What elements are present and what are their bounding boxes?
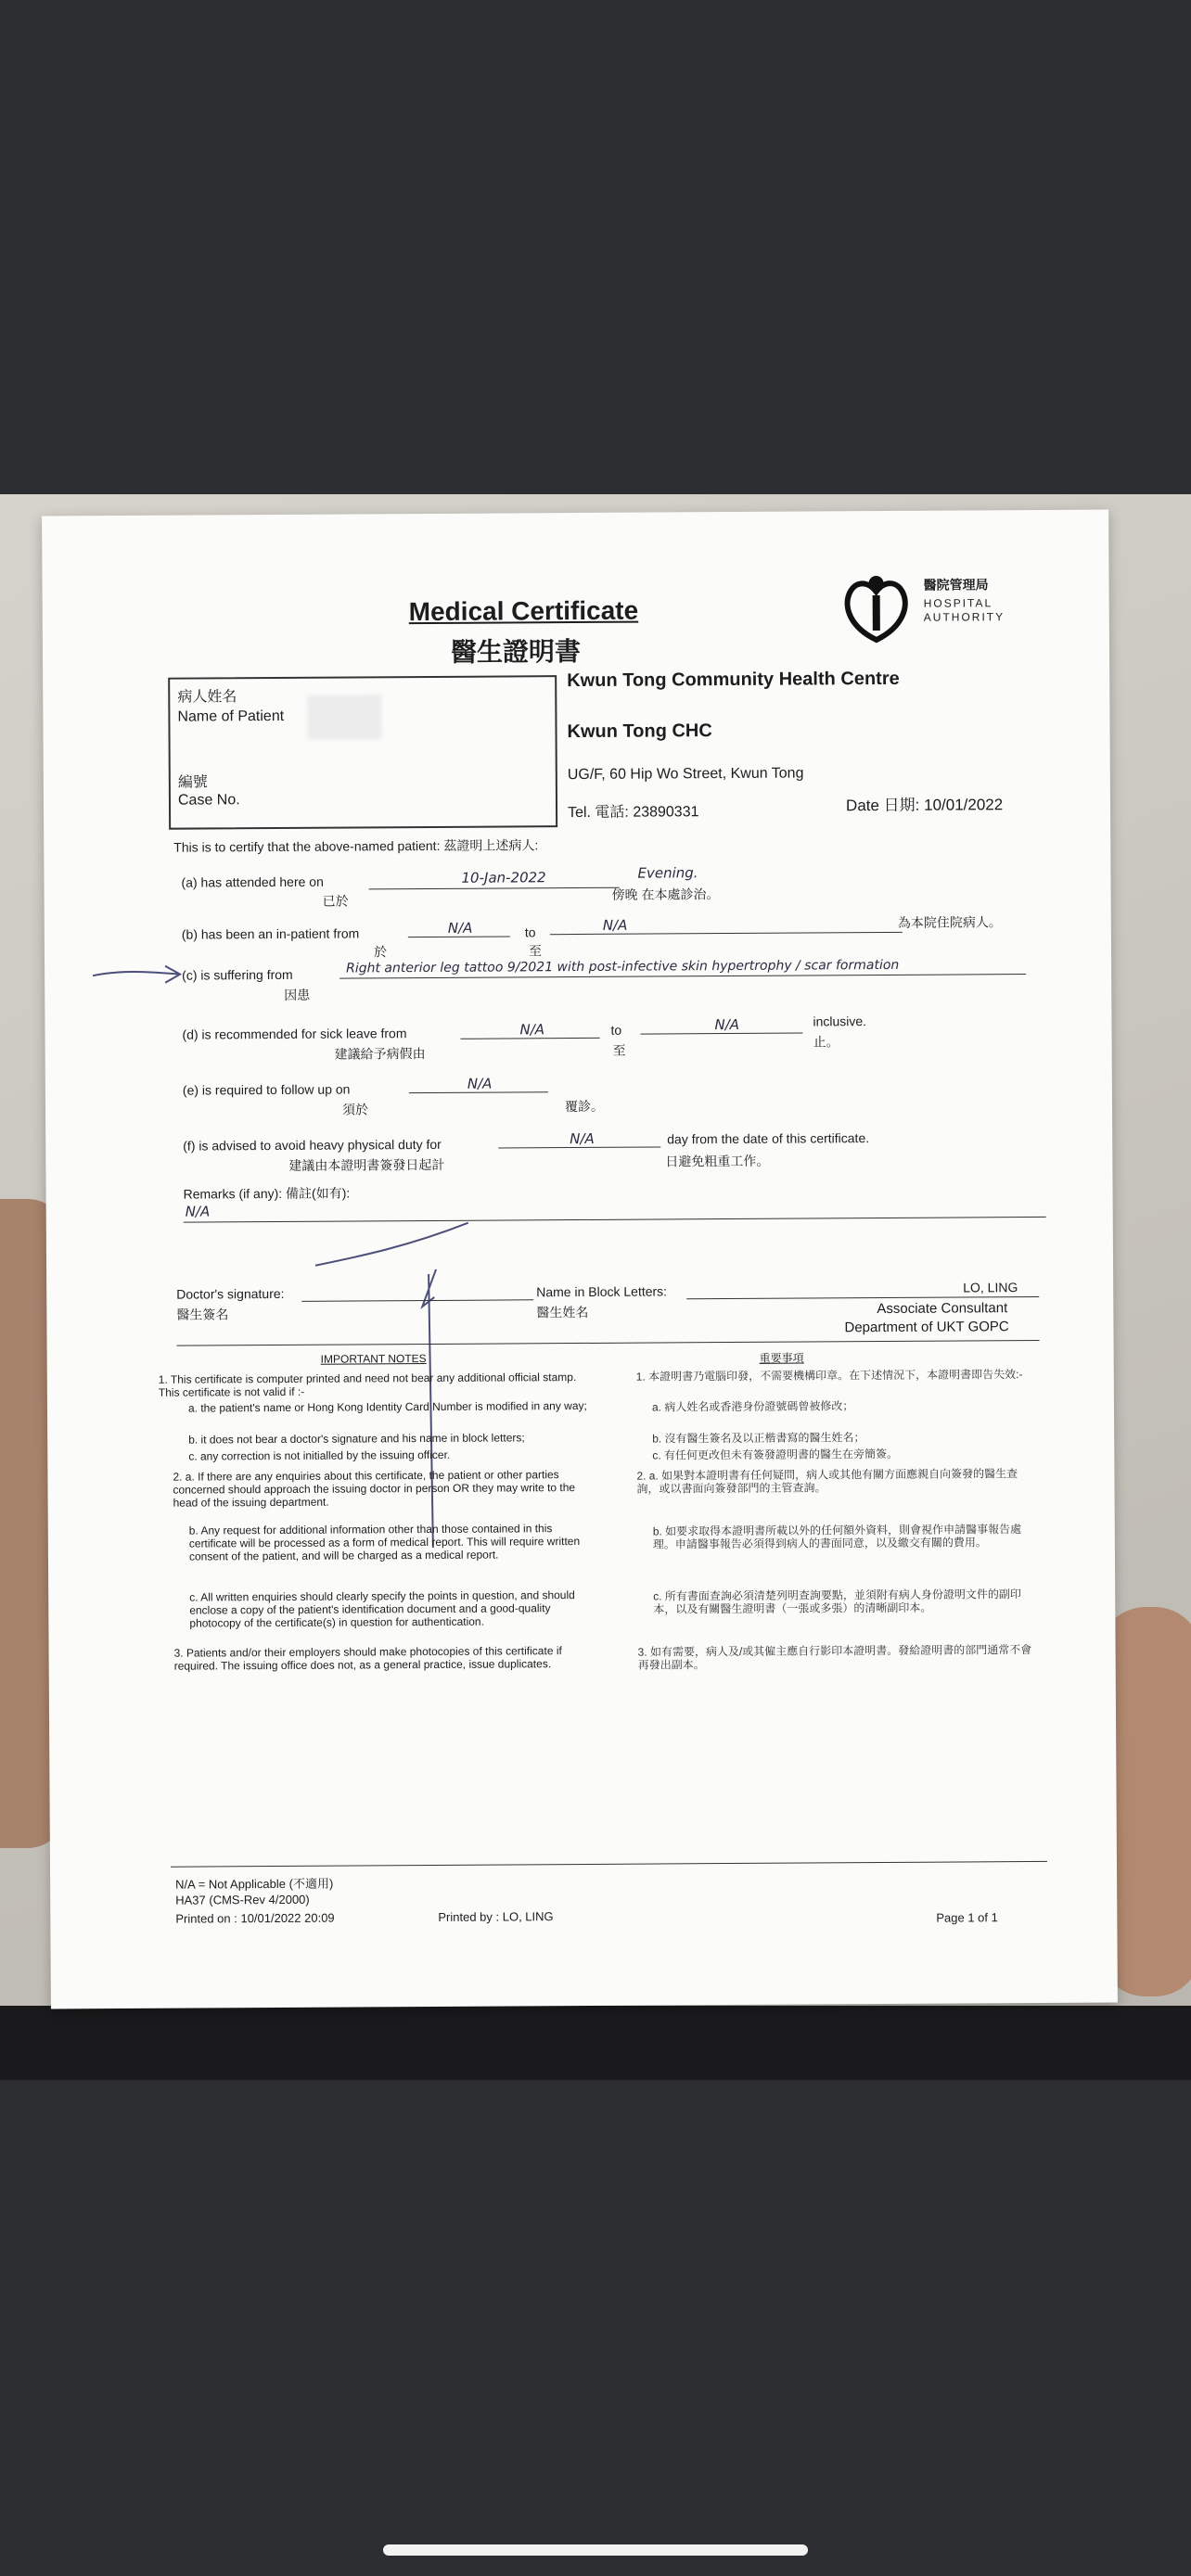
footer-printed-on: Printed on : 10/01/2022 20:09 bbox=[175, 1910, 335, 1926]
important-notes-title-zh: 重要事項 bbox=[759, 1351, 804, 1365]
note-1c: c. any correction is not initialled by the issuing officer. bbox=[188, 1447, 451, 1463]
item-a-time: Evening. bbox=[637, 864, 698, 882]
signature-label-zh: 醫生簽名 bbox=[176, 1307, 229, 1322]
certify-statement: This is to certify that the above-named patient: 茲證明上述病人: bbox=[173, 837, 539, 855]
note-2a: 2. a. If there are any enquiries about this certificate, the patient or other parties concerned should approach the issuing doctor in person OR they may write to the head of the issuing department. bbox=[173, 1468, 576, 1510]
certificate-title-zh: 醫生證明書 bbox=[450, 636, 582, 667]
note-3: 3. Patients and/or their employers should make photocopies of this certificate if required. The issuing office does not, as a general practice, issue duplicates. bbox=[173, 1644, 562, 1673]
redacted-patient-name bbox=[307, 695, 381, 739]
photo-bottom-shadow bbox=[0, 2006, 1191, 2080]
block-letters-label: Name in Block Letters: bbox=[536, 1283, 668, 1300]
note-1: 1. This certificate is computer printed and need not bear any additional official stamp. This certificate is not valid if :- bbox=[158, 1371, 577, 1399]
case-label-en: Case No. bbox=[177, 792, 240, 809]
item-d-to-zh: 至 bbox=[612, 1042, 626, 1058]
authority-name-en-1: HOSPITAL bbox=[923, 596, 993, 610]
item-a-label: (a) has attended here on bbox=[181, 874, 324, 890]
note-zh-1a: a. 病人姓名或香港身份證號碼曾被修改； bbox=[651, 1399, 854, 1414]
remarks-label: Remarks (if any): 備註(如有): bbox=[183, 1185, 351, 1202]
note-1b: b. it does not bear a doctor's signature and his name in block letters; bbox=[188, 1431, 525, 1447]
centre-address: UG/F, 60 Hip Wo Street, Kwun Tong bbox=[567, 765, 804, 784]
note-zh-2c: c. 所有書面查詢必須清楚列明查詢要點，並須附有病人身份證明文件的副印本，以及有關醫生證明書（一張或多張）的清晰副印本。 bbox=[653, 1588, 1021, 1616]
home-indicator[interactable] bbox=[383, 2544, 808, 2556]
item-d-inclusive: inclusive. bbox=[813, 1014, 867, 1029]
note-1a: a. the patient's name or Hong Kong Identity Card Number is modified in any way; bbox=[187, 1398, 587, 1415]
certificate-title-en: Medical Certificate bbox=[408, 595, 639, 627]
item-d-inclusive-zh: 止。 bbox=[813, 1034, 839, 1050]
note-zh-2b: b. 如要求取得本證明書所載以外的任何額外資料，則會視作申請醫事報告處理。申請醫事報告必須得到病人的書面同意，以及繳交有關的費用。 bbox=[652, 1523, 1022, 1551]
item-b-zh: 於 bbox=[373, 944, 388, 960]
footer-na: N/A = Not Applicable (不適用) bbox=[175, 1876, 334, 1892]
block-letters-label-zh: 醫生姓名 bbox=[536, 1304, 589, 1320]
note-zh-3: 3. 如有需要，病人及/或其僱主應自行影印本證明書。發給證明書的部門通常不會再發出副本。 bbox=[637, 1643, 1032, 1672]
doctor-department: Department of UKT GOPC bbox=[844, 1319, 1009, 1336]
note-zh-1: 1. 本證明書乃電腦印發，不需要機構印章。在下述情況下，本證明書即告失效:- bbox=[635, 1368, 1023, 1384]
centre-short-name: Kwun Tong CHC bbox=[567, 721, 712, 743]
certificate-date: Date 日期: 10/01/2022 bbox=[845, 796, 1004, 815]
patient-box bbox=[168, 675, 557, 830]
item-e-zh: 須於 bbox=[341, 1102, 369, 1117]
item-b-end-zh: 為本院住院病人。 bbox=[897, 914, 1002, 930]
medical-certificate bbox=[42, 510, 1118, 2009]
item-c-zh: 因患 bbox=[284, 987, 311, 1002]
note-2c: c. All written enquiries should clearly specify the points in question, and should enclose a copy of the patient's identification document and a good-quality photocopy of the certificate(s) in question for authentication. bbox=[189, 1588, 575, 1630]
item-d-label: (d) is recommended for sick leave from bbox=[182, 1026, 407, 1042]
item-b-to-zh: 至 bbox=[528, 943, 543, 959]
item-b-to: N/A bbox=[602, 916, 628, 934]
item-d-to-label: to bbox=[610, 1022, 622, 1038]
note-zh-2a: 2. a. 如果對本證明書有任何疑問，病人或其他有關方面應親自向簽發的醫生查詢，或以書面向簽發部門的主管查詢。 bbox=[636, 1467, 1018, 1496]
pen-arrow-mark bbox=[91, 961, 184, 989]
item-e-end-zh: 覆診。 bbox=[564, 1098, 605, 1115]
footer-form: HA37 (CMS-Rev 4/2000) bbox=[175, 1892, 310, 1907]
item-d-to: N/A bbox=[714, 1015, 740, 1034]
item-b-to-label: to bbox=[524, 925, 536, 940]
patient-label-zh: 病人姓名 bbox=[177, 689, 237, 706]
patient-label-en: Name of Patient bbox=[177, 708, 285, 725]
important-notes-title: IMPORTANT NOTES bbox=[320, 1352, 427, 1366]
footer-page: Page 1 of 1 bbox=[936, 1910, 998, 1925]
item-f-zh: 建議由本證明書簽發日起計 bbox=[288, 1156, 445, 1173]
note-2b: b. Any request for additional information other than those contained in this certificate will be processed as a form of medical report. This will require written consent of the patient, and will be charged as a medical report. bbox=[188, 1522, 581, 1563]
footer-printed-by: Printed by : LO, LING bbox=[438, 1909, 554, 1924]
item-a-date: 10-Jan-2022 bbox=[461, 869, 546, 886]
authority-name-zh: 醫院管理局 bbox=[923, 577, 989, 593]
remarks-value: N/A bbox=[185, 1203, 211, 1220]
doctor-title: Associate Consultant bbox=[877, 1300, 1008, 1318]
item-a-time-zh: 傍晚 在本處診治。 bbox=[611, 886, 720, 902]
item-c-diagnosis: Right anterior leg tattoo 9/2021 with post-infective skin hypertrophy / scar formation bbox=[346, 957, 900, 976]
centre-tel: Tel. 電話: 23890331 bbox=[568, 804, 699, 822]
item-f-end-zh: 日避免粗重工作。 bbox=[665, 1153, 770, 1169]
item-b-label: (b) has been an in-patient from bbox=[181, 925, 360, 942]
item-d-from: N/A bbox=[519, 1021, 545, 1039]
note-zh-1c: c. 有任何更改但未有簽發證明書的醫生在旁簡簽。 bbox=[652, 1447, 899, 1462]
item-f-label: (f) is advised to avoid heavy physical duty for bbox=[183, 1136, 442, 1154]
hospital-authority-logo-icon bbox=[839, 571, 912, 644]
doctor-name: LO, LING bbox=[963, 1280, 1018, 1295]
item-f-end: day from the date of this certificate. bbox=[667, 1130, 870, 1147]
item-f-value: N/A bbox=[570, 1129, 595, 1148]
item-e-value: N/A bbox=[467, 1075, 493, 1092]
item-d-zh: 建議給予病假由 bbox=[334, 1046, 426, 1062]
note-zh-1b: b. 沒有醫生簽名及以正楷書寫的醫生姓名； bbox=[652, 1431, 865, 1446]
item-a-zh: 已於 bbox=[322, 893, 349, 909]
item-c-label: (c) is suffering from bbox=[182, 966, 293, 983]
case-label-zh: 編號 bbox=[177, 774, 208, 791]
centre-name: Kwun Tong Community Health Centre bbox=[567, 668, 900, 692]
item-b-from: N/A bbox=[447, 919, 473, 937]
item-e-label: (e) is required to follow up on bbox=[182, 1081, 351, 1098]
signature-label: Doctor's signature: bbox=[176, 1285, 285, 1302]
authority-name-en-2: AUTHORITY bbox=[923, 610, 1005, 624]
